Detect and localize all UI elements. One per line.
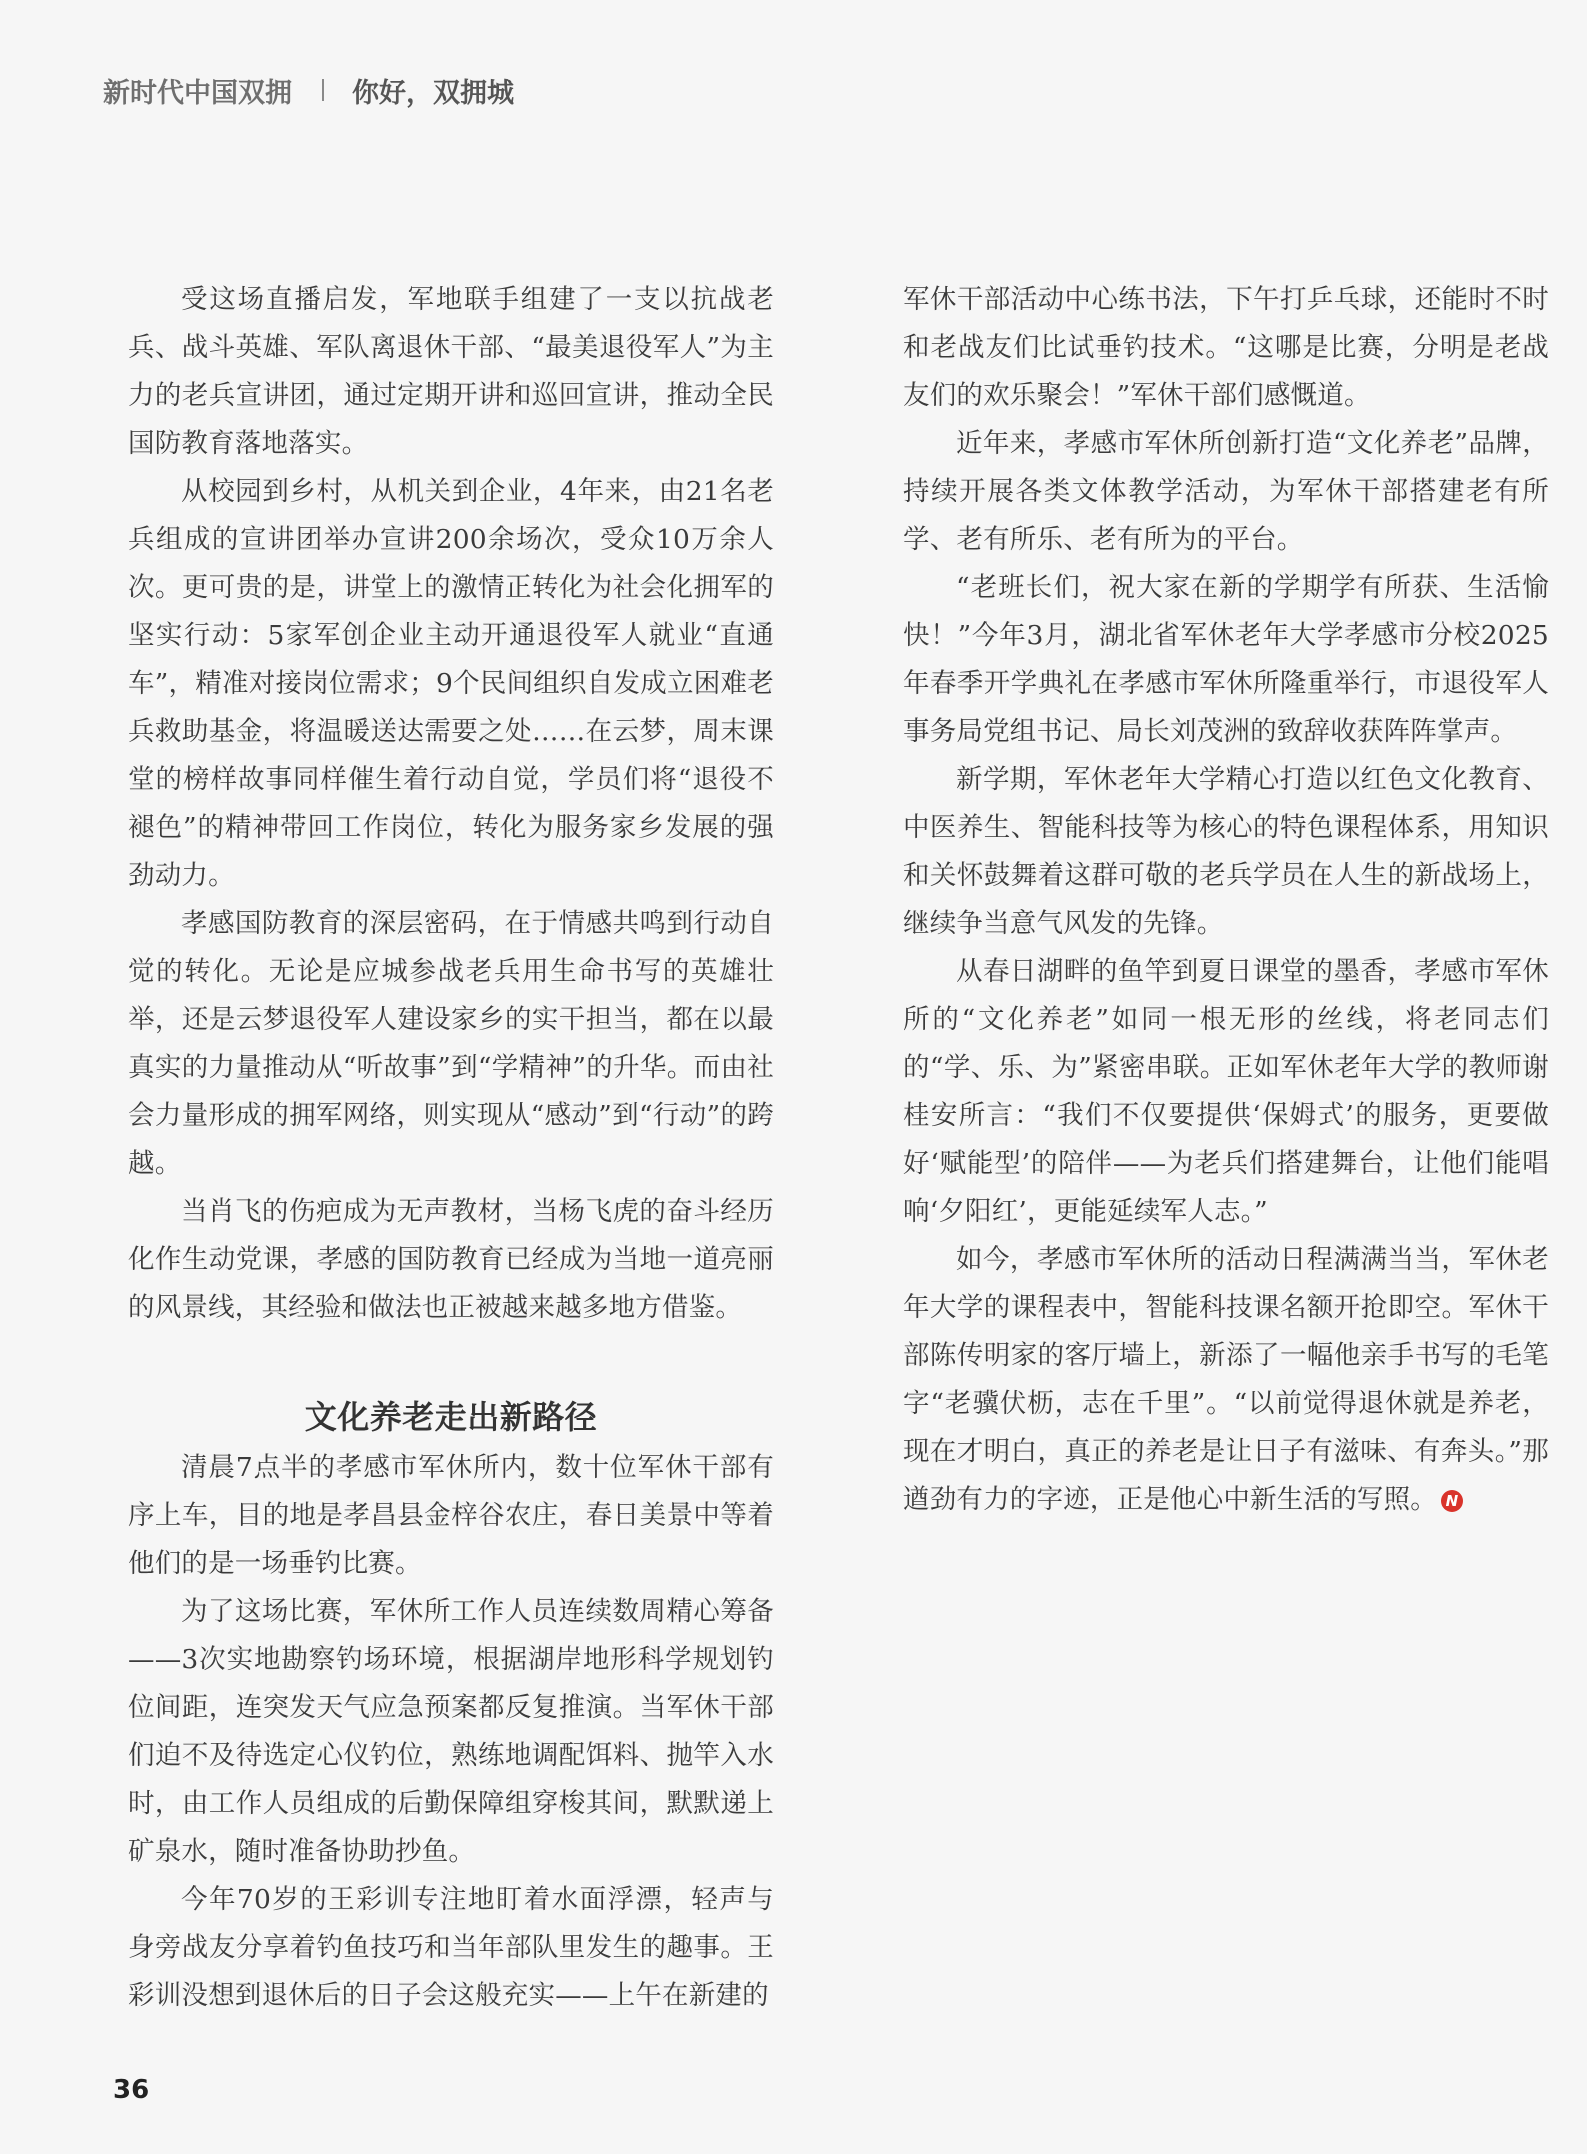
left-column (128, 276, 774, 2020)
running-header (103, 70, 514, 110)
article-paragraph: “老班长们，祝大家在新的学期学有所获、生活愉快！”今年3月，湖北省军休老年大学孝感市分校2025年春季开学典礼在孝感市军休所隆重举行，市退役军人事务局党组书记、局长刘茂洲的致辞收获阵阵掌声。 (903, 572, 1549, 747)
page-number: 36 (113, 2075, 150, 2105)
section-name: 你好，双拥城 (352, 77, 514, 109)
article-paragraph: 受这场直播启发，军地联手组建了一支以抗战老兵、战斗英雄、军队离退休干部、“最美退役军人”为主力的老兵宣讲团，通过定期开讲和巡回宣讲，推动全民国防教育落地落实。 (128, 284, 774, 459)
end-mark-icon: N (1441, 1490, 1463, 1512)
article-paragraph: 为了这场比赛，军休所工作人员连续数周精心筹备——3次实地勘察钓场环境，根据湖岸地形科学规划钓位间距，连突发天气应急预案都反复推演。当军休干部们迫不及待选定心仪钓位，熟练地调配饵料、抛竿入水时，由工作人员组成的后勤保障组穿梭其间，默默递上矿泉水，随时准备协助抄鱼。 (128, 1596, 774, 1867)
right-column (903, 276, 1549, 1524)
final-paragraph-text: 如今，孝感市军休所的活动日程满满当当，军休老年大学的课程表中，智能科技课名额开抢即空。军休干部陈传明家的客厅墙上，新添了一幅他亲手书写的毛笔字“老骥伏枥，志在千里”。“以前觉得退休就是养老，现在才明白，真正的养老是让日子有滋味、有奔头。”那遒劲有力的字迹，正是他心中新生活的写照。 (903, 1244, 1549, 1515)
continued-paragraph: 军休干部活动中心练书法，下午打乒乓球，还能时不时和老战友们比试垂钓技术。“这哪是比赛，分明是老战友们的欢乐聚会！”军休干部们感慨道。 (903, 284, 1549, 411)
article-paragraph: 从春日湖畔的鱼竿到夏日课堂的墨香，孝感市军休所的“文化养老”如同一根无形的丝线，将老同志们的“学、乐、为”紧密串联。正如军休老年大学的教师谢桂安所言：“我们不仅要提供‘保姆式’的服务，更要做好‘赋能型’的陪伴——为老兵们搭建舞台，让他们能唱响‘夕阳红’，更能延续军人志。” (903, 956, 1549, 1227)
article-paragraph: 当肖飞的伤疤成为无声教材，当杨飞虎的奋斗经历化作生动党课，孝感的国防教育已经成为当地一道亮丽的风景线，其经验和做法也正被越来越多地方借鉴。 (128, 1196, 774, 1323)
article-paragraph: 孝感国防教育的深层密码，在于情感共鸣到行动自觉的转化。无论是应城参战老兵用生命书写的英雄壮举，还是云梦退役军人建设家乡的实干担当，都在以最真实的力量推动从“听故事”到“学精神”的升华。而由社会力量形成的拥军网络，则实现从“感动”到“行动”的跨越。 (128, 908, 774, 1179)
article-paragraph: 近年来，孝感市军休所创新打造“文化养老”品牌，持续开展各类文体教学活动，为军休干部搭建老有所学、老有所乐、老有所为的平台。 (903, 428, 1549, 555)
publication-name: 新时代中国双拥 (103, 77, 292, 109)
article-paragraph: 从校园到乡村，从机关到企业，4年来，由21名老兵组成的宣讲团举办宣讲200余场次，受众10万余人次。更可贵的是，讲堂上的激情正转化为社会化拥军的坚实行动：5家军创企业主动开通退役军人就业“直通车”，精准对接岗位需求；9个民间组织自发成立困难老兵救助基金，将温暖送达需要之处……在云梦，周末课堂的榜样故事同样催生着行动自觉，学员们将“退役不褪色”的精神带回工作岗位，转化为服务家乡发展的强劲动力。 (128, 476, 774, 891)
article-paragraph: 新学期，军休老年大学精心打造以红色文化教育、中医养生、智能科技等为核心的特色课程体系，用知识和关怀鼓舞着这群可敬的老兵学员在人生的新战场上，继续争当意气风发的先锋。 (903, 764, 1549, 939)
final-paragraph (903, 1236, 1549, 1524)
section-heading: 文化养老走出新路径 (304, 1398, 598, 1436)
header-divider (322, 79, 324, 101)
article-paragraph: 今年70岁的王彩训专注地盯着水面浮漂，轻声与身旁战友分享着钓鱼技巧和当年部队里发生的趣事。王彩训没想到退休后的日子会这般充实——上午在新建的 (128, 1884, 774, 2011)
article-paragraph: 清晨7点半的孝感市军休所内，数十位军休干部有序上车，目的地是孝昌县金梓谷农庄，春日美景中等着他们的是一场垂钓比赛。 (128, 1452, 774, 1579)
